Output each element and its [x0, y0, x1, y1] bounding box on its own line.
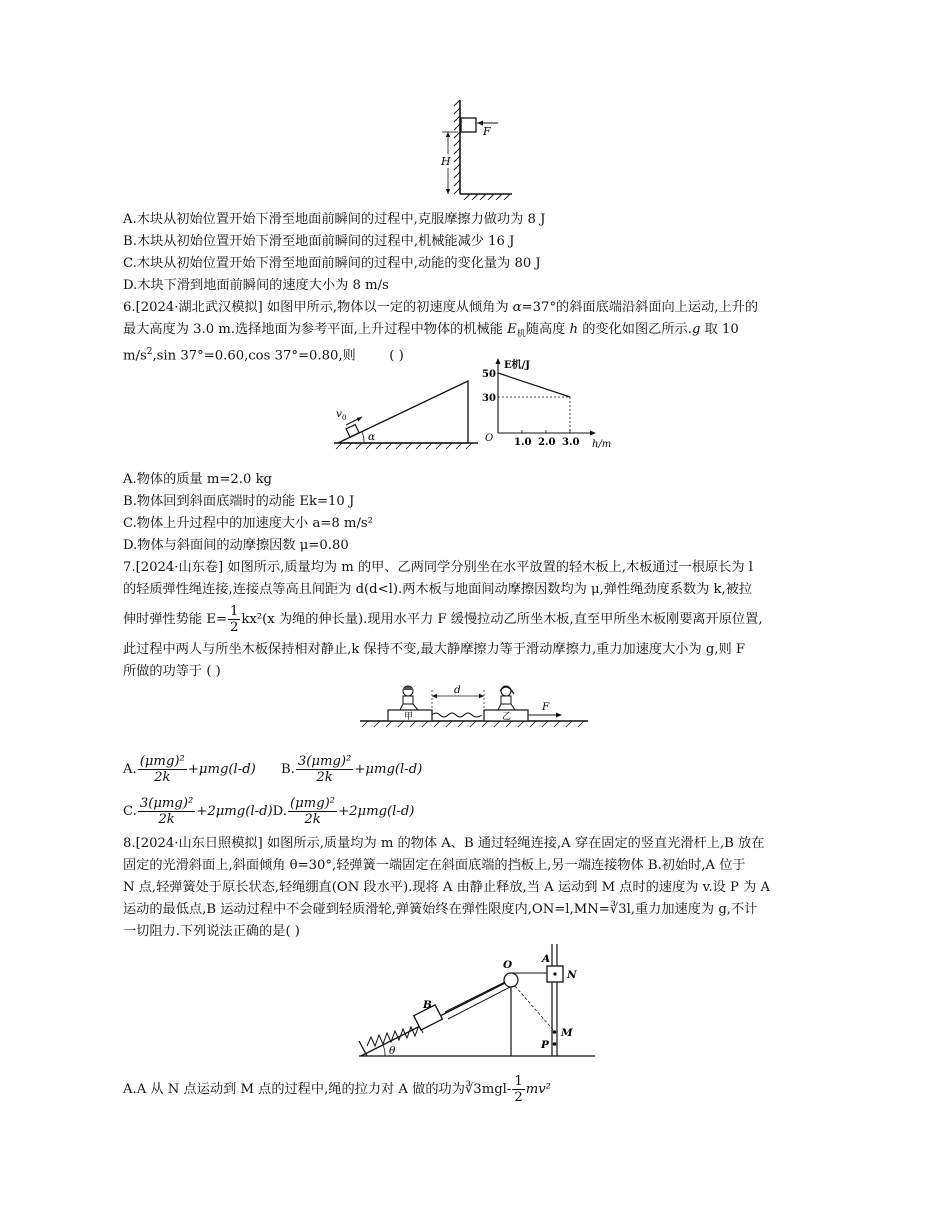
x-tick-label: 1.0: [514, 437, 532, 448]
y-tick-label: 50: [482, 369, 496, 380]
x-tick-label: 2.0: [538, 437, 556, 448]
q7-options-cd: C. $\frac{\text{3(μmg)²}}{2k}$ +2μmg(l-d)D. $\frac{\text{(μmg)²}}{2k}$ +2μmg(l-d): [123, 796, 415, 827]
q7-options-ab: A. $\frac{\text{(μmg)²}}{2k}$ +μmg(l-d) B. $\frac{\text{3(μmg)²}}{2k}$ +μmg(l-d): [123, 754, 423, 785]
q6-stem-line2: 最大高度为 3.0 m.选择地面为参考平面,上升过程中物体的机械能 $E_机$随高度 h 的变化如图乙所示.g 取 10: [123, 322, 739, 340]
graph-y-label: E机/J: [504, 360, 531, 371]
graph-origin: O: [485, 433, 494, 444]
energy-line: [498, 373, 570, 397]
q6-option-b: B.物体回到斜面底端时的动能 Ek=10 J: [123, 494, 355, 509]
q8-stem-line4: 运动的最低点,B 运动过程中不会碰到轻质滑轮,弹簧始终在弹性限度内,ON=l,MN=∛3l,重力加速度为 g,不计: [123, 902, 758, 917]
figure-two-boards: [358, 682, 590, 730]
q8-stem-line3: N 点,轻弹簧处于原长状态,轻绳绷直(ON 段水平).现将 A 由静止释放,当 A 运动到 M 点时的速度为 v.设 P 为 A: [123, 880, 771, 895]
y-tick-label: 30: [482, 393, 496, 404]
q6-option-d: D.物体与斜面间的动摩擦因数 μ=0.80: [123, 538, 349, 553]
q6-stem-line1: 6.[2024·湖北武汉模拟] 如图甲所示,物体以一定的初速度从倾角为 α=37°的斜面底端沿斜面向上运动,上升的: [123, 300, 759, 315]
label-N: N: [567, 969, 577, 981]
height-label: H: [441, 155, 451, 168]
half-fraction: $\frac{1}{2}$: [230, 604, 239, 635]
figure-energy-graph-yi: [480, 355, 620, 450]
q8-stem-line2: 固定的光滑斜面上,斜面倾角 θ=30°,轻弹簧一端固定在斜面底端的挡板上,另一端连接物体 B.初始时,A 位于: [123, 858, 746, 873]
force-F-label: F: [542, 701, 550, 713]
q8-stem-line1: 8.[2024·山东日照模拟] 如图所示,质量均为 m 的物体 A、B 通过轻绳连接,A 穿在固定的竖直光滑杆上,B 放在: [123, 836, 765, 851]
q5-option-d: D.木块下滑到地面前瞬间的速度大小为 8 m/s: [123, 278, 389, 293]
v0-label: $v_0$: [336, 408, 347, 422]
q7-stem-line3: 伸时弹性势能 E= $\frac{1}{2}$ kx²(x 为绳的伸长量).现用水平力 F 缓慢拉动乙所坐木板,直至甲所坐木板刚要离开原位置,: [123, 604, 763, 635]
q7-stem-line1: 7.[2024·山东卷] 如图所示,质量均为 m 的甲、乙两同学分别坐在水平放置的轻木板上,木板通过一根原长为 l: [123, 560, 753, 575]
label-theta: θ: [389, 1045, 396, 1057]
figure-wall-block: [430, 96, 520, 200]
graph-x-label: h/m: [592, 439, 612, 450]
force-label: F: [483, 125, 491, 138]
q6-stem-line3: $m/s^2,\sin$ 37°=0.60,cos 37°=0.80,则 ( ): [123, 347, 404, 364]
label-B: B: [423, 999, 432, 1011]
label-jia: 甲: [404, 712, 414, 722]
figure-pulley-system: [355, 940, 600, 1065]
figure-incline-jia: [332, 375, 482, 450]
alpha-label: α: [368, 431, 376, 443]
label-A: A: [542, 953, 551, 965]
q5-option-c: C.木块从初始位置开始下滑至地面前瞬间的过程中,动能的变化量为 80 J: [123, 256, 541, 271]
q7-stem-line2: 的轻质弹性绳连接,连接点等高且间距为 d(d<l).两木板与地面间动摩擦因数均为 μ,弹性绳劲度系数为 k,被拉: [123, 582, 753, 597]
q5-option-b: B.木块从初始位置开始下滑至地面前瞬间的过程中,机械能减少 16 J: [123, 234, 515, 249]
x-tick-label: 3.0: [562, 437, 580, 448]
q7-stem-line4: 此过程中两人与所坐木板保持相对静止,k 保持不变,最大静摩擦力等于滑动摩擦力,重力加速度大小为 g,则 F: [123, 642, 745, 657]
q6-option-a: A.物体的质量 m=2.0 kg: [123, 472, 272, 487]
d-label: d: [454, 684, 461, 696]
q5-option-a: A.木块从初始位置开始下滑至地面前瞬间的过程中,克服摩擦力做功为 8 J: [123, 212, 546, 227]
q8-option-a: A.A 从 N 点运动到 M 点的过程中,绳的拉力对 A 做的功为∛3mgl- $\frac{1}{2}$ mv²: [123, 1074, 551, 1105]
label-O: O: [503, 959, 513, 971]
label-M: M: [561, 1027, 573, 1039]
q7-stem-line5: 所做的功等于 ( ): [123, 664, 221, 679]
label-yi: 乙: [502, 712, 512, 722]
graph-marks: [482, 369, 579, 448]
q6-option-c: C.物体上升过程中的加速度大小 a=8 m/s²: [123, 516, 373, 531]
q8-stem-line5: 一切阻力.下列说法正确的是( ): [123, 924, 300, 939]
label-P: P: [541, 1039, 549, 1051]
